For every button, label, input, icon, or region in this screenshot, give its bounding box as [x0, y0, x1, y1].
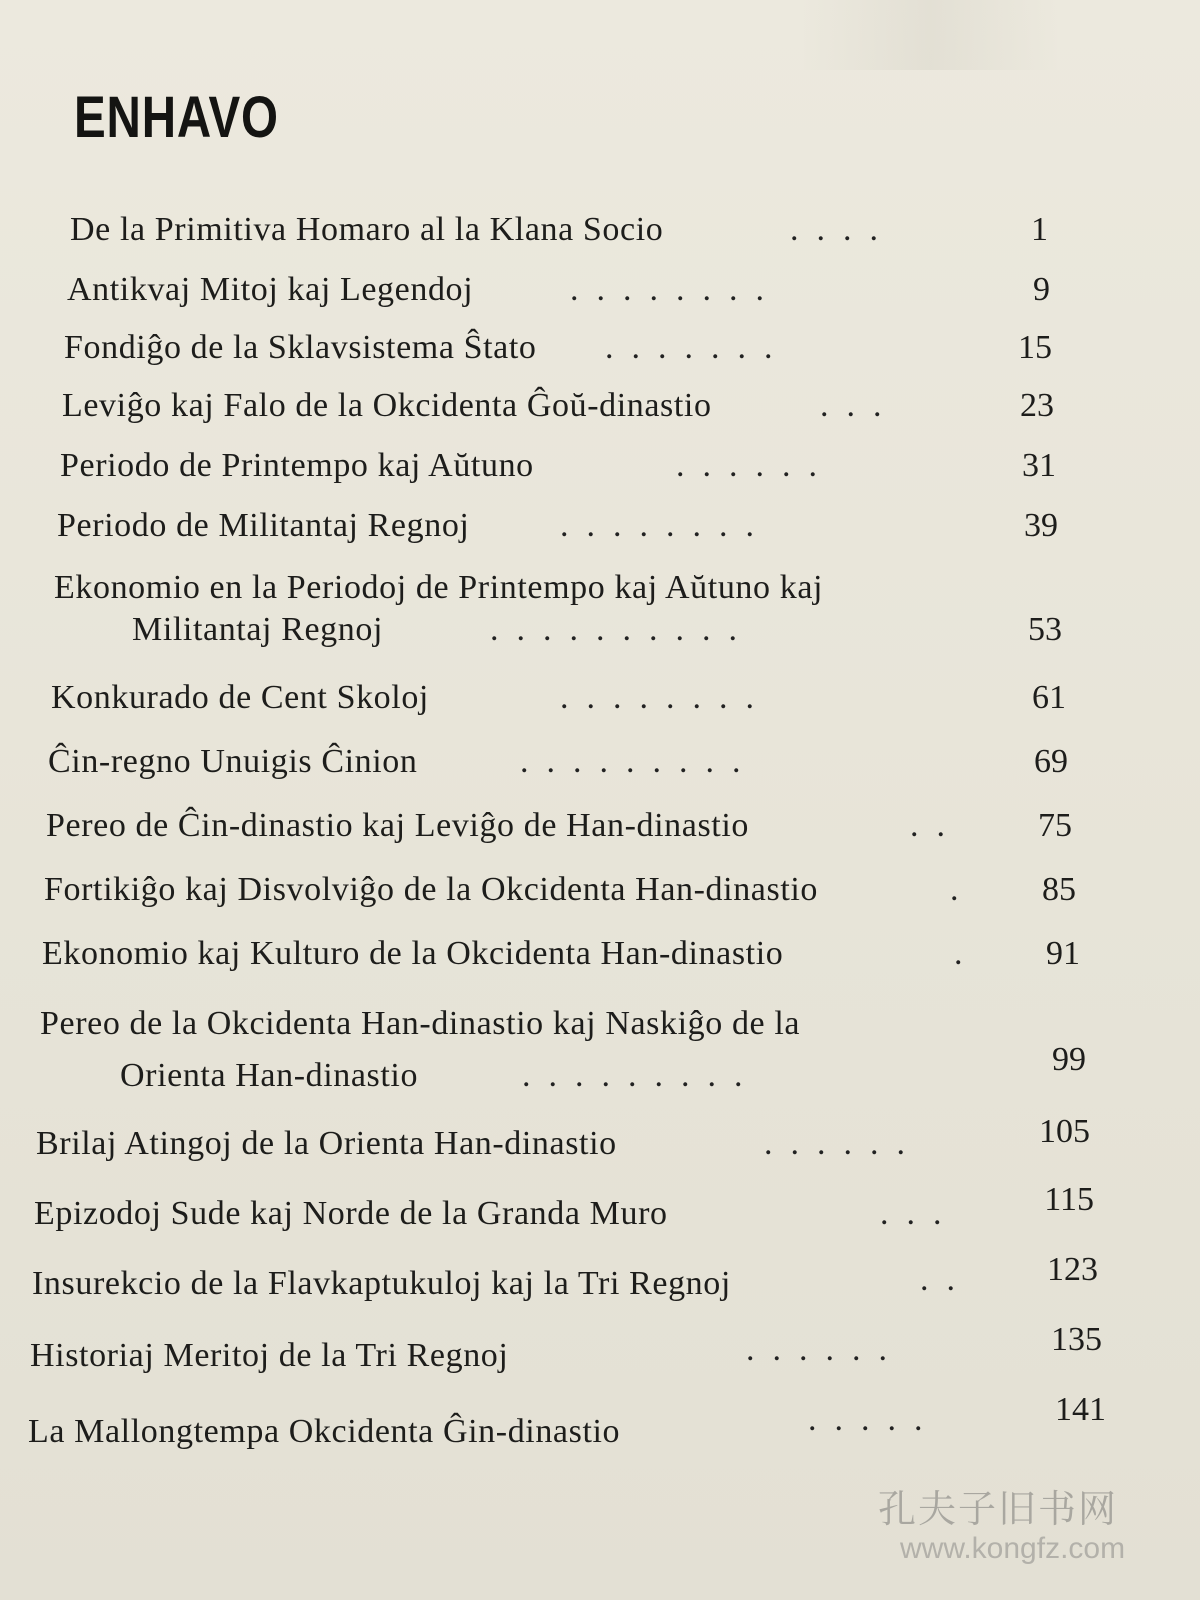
toc-entry-title: Konkurado de Cent Skoloj	[51, 679, 429, 716]
toc-entry-title: Ekonomio kaj Kulturo de la Okcidenta Han-dinastio	[42, 935, 784, 972]
toc-entry-title: Ĉin-regno Unuigis Ĉinion	[48, 743, 418, 780]
toc-entry-page: 91	[1046, 935, 1080, 972]
leader-dots: .........	[522, 1057, 761, 1094]
toc-entry-title: De la Primitiva Homaro al la Klana Socio	[70, 211, 664, 248]
toc-entry-page: 23	[1020, 387, 1054, 424]
toc-entry-page: 141	[1055, 1391, 1106, 1428]
toc-entry-title: Historiaj Meritoj de la Tri Regnoj	[30, 1337, 509, 1374]
toc-entry-title: Ekonomio en la Periodoj de Printempo kaj Aŭtuno kaj	[54, 569, 824, 606]
leader-dots: .........	[520, 743, 759, 780]
leader-dots: ....	[790, 211, 896, 248]
toc-entry-page: 9	[1033, 271, 1050, 308]
leader-dots: ..	[920, 1261, 973, 1298]
toc-entry-page: 123	[1047, 1251, 1098, 1288]
toc-entry-title: Insurekcio de la Flavkaptukuloj kaj la Tri Regnoj	[32, 1265, 731, 1302]
toc-entry-title-continued: Militantaj Regnoj	[132, 611, 384, 648]
toc-entry-page: 53	[1028, 611, 1062, 648]
toc-entry-title: Fondiĝo de la Sklavsistema Ŝtato	[64, 329, 537, 366]
toc-entry-title: Fortikiĝo kaj Disvolviĝo de la Okcidenta Han-dinastio	[44, 871, 819, 908]
leader-dots: ........	[570, 271, 782, 308]
watermark-text: 孔夫子旧书网	[878, 1487, 1119, 1531]
toc-entry-title: Periodo de Militantaj Regnoj	[57, 507, 470, 544]
toc-entry-title-continued: Orienta Han-dinastio	[120, 1057, 419, 1094]
leader-dots: .	[954, 935, 981, 972]
leader-dots: .......	[605, 329, 791, 366]
toc-entry-title: Periodo de Printempo kaj Aŭtuno	[60, 447, 534, 484]
toc-entry-page: 85	[1042, 871, 1076, 908]
toc-entry-title: Brilaj Atingoj de la Orienta Han-dinastio	[36, 1125, 617, 1162]
leader-dots: ......	[764, 1125, 923, 1162]
toc-entry-page: 99	[1052, 1041, 1086, 1078]
toc-entry-page: 75	[1038, 807, 1072, 844]
toc-entry-title: La Mallongtempa Okcidenta Ĝin-dinastio	[28, 1413, 621, 1450]
watermark-url: www.kongfz.com	[900, 1532, 1126, 1565]
leader-dots: .	[950, 871, 977, 908]
toc-entry-page: 39	[1024, 507, 1058, 544]
leader-dots: ......	[676, 447, 835, 484]
leader-dots: ......	[746, 1331, 905, 1368]
leader-dots: ...	[880, 1195, 960, 1232]
toc-entry-page: 1	[1031, 211, 1048, 248]
toc-entry-title: Pereo de la Okcidenta Han-dinastio kaj Naskiĝo de la	[40, 1005, 801, 1042]
leader-dots: .....	[808, 1401, 941, 1438]
leader-dots: ..	[910, 807, 963, 844]
toc-entry-page: 135	[1051, 1321, 1102, 1358]
toc-entry-title: Antikvaj Mitoj kaj Legendoj	[67, 271, 474, 308]
toc-entry-page: 15	[1018, 329, 1052, 366]
toc-entry-title: Pereo de Ĉin-dinastio kaj Leviĝo de Han-dinastio	[46, 807, 749, 844]
leader-dots: ...	[820, 387, 900, 424]
leader-dots: ..........	[490, 611, 755, 648]
toc-entry-page: 61	[1032, 679, 1066, 716]
toc-entry-page: 115	[1044, 1181, 1094, 1218]
toc-entry-page: 69	[1034, 743, 1068, 780]
toc-entry-title: Epizodoj Sude kaj Norde de la Granda Muro	[34, 1195, 668, 1232]
toc-entry-title: Leviĝo kaj Falo de la Okcidenta Ĝoŭ-dinastio	[62, 387, 712, 424]
contents-heading: ENHAVO	[74, 85, 279, 150]
leader-dots: ........	[560, 679, 772, 716]
leader-dots: ........	[560, 507, 772, 544]
toc-entry-page: 105	[1039, 1113, 1090, 1150]
toc-entry-page: 31	[1022, 447, 1056, 484]
